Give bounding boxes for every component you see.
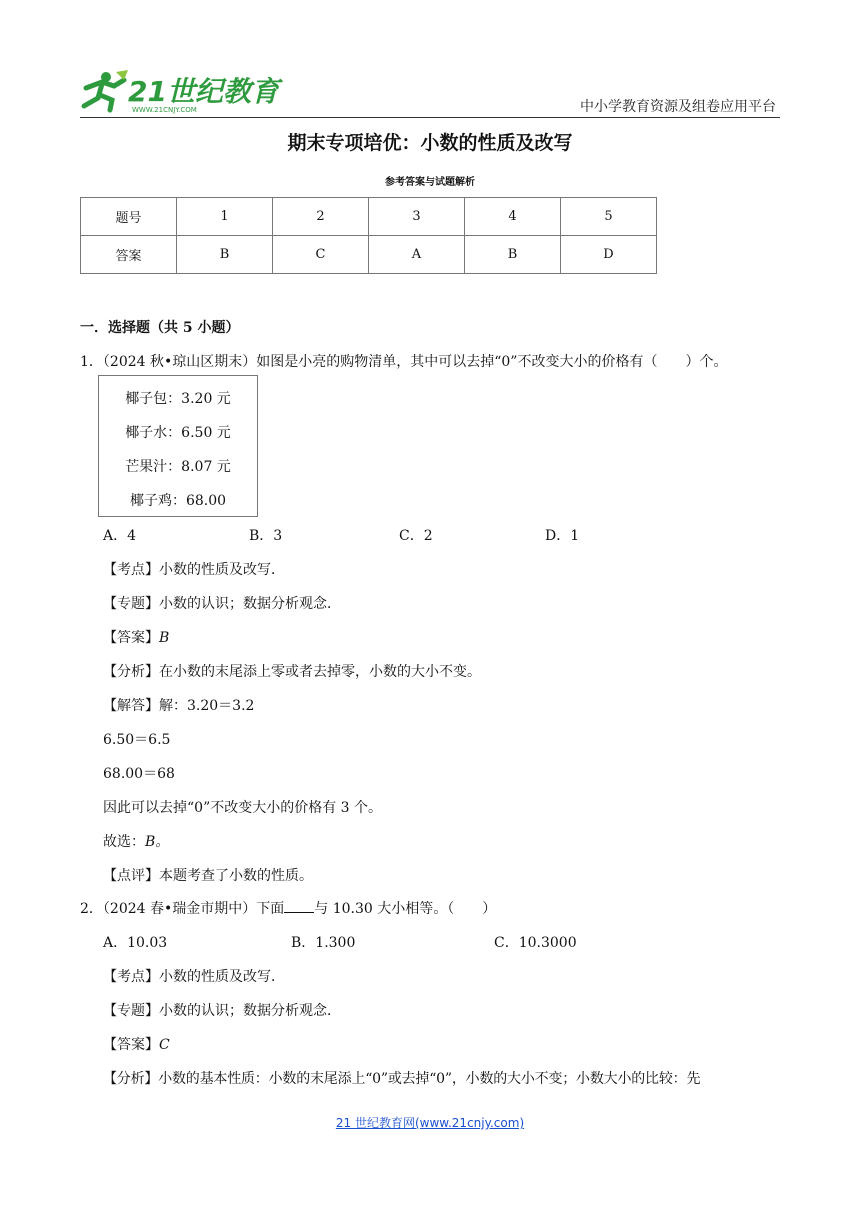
answer-table: [80, 197, 657, 274]
page-title: 期末专项培优：小数的性质及改写: [287, 132, 573, 154]
question-1-stem: 1．（2024 秋•琼山区期末）如图是小亮的购物清单，其中可以去掉“0”不改变大小的价格有（ ）个。: [80, 354, 728, 370]
svg-text:21世纪教育: 21世纪教育: [128, 75, 279, 108]
choice-value: B。: [145, 834, 170, 850]
stem-pre: 2．（2024 春•瑞金市期中）下面: [80, 901, 285, 917]
q1-step: 6.50＝6.5: [103, 732, 171, 748]
brand-logo: [80, 68, 279, 114]
answer-label: 【答案】: [103, 1037, 159, 1053]
q2-kaodian: 【考点】小数的性质及改写．: [103, 969, 285, 985]
svg-text:WWW.21CNJY.COM: WWW.21CNJY.COM: [132, 106, 197, 114]
table-row: [81, 198, 657, 236]
q1-option-b: B．3: [249, 528, 283, 544]
price-item: 椰子水：6.50 元: [125, 425, 231, 441]
answer-blank: [284, 900, 314, 913]
footer: [0, 1114, 860, 1131]
table-cell: B: [465, 236, 561, 274]
page-subtitle: 参考答案与试题解析: [385, 177, 475, 188]
table-cell: A: [369, 236, 465, 274]
price-item: 椰子包：3.20 元: [125, 391, 231, 407]
runner-logo-icon: [80, 68, 279, 114]
table-cell: 5: [561, 198, 657, 236]
q1-zhuanti: 【专题】小数的认识；数据分析观念．: [103, 596, 341, 612]
table-cell: C: [273, 236, 369, 274]
q2-option-a: A．10.03: [103, 935, 168, 951]
q1-dianping: 【点评】本题考查了小数的性质。: [103, 868, 313, 884]
table-cell: 3: [369, 198, 465, 236]
q1-kaodian: 【考点】小数的性质及改写．: [103, 562, 285, 578]
q2-option-c: C．10.3000: [494, 935, 577, 951]
shopping-list-box: [98, 375, 258, 517]
table-cell: 4: [465, 198, 561, 236]
answer-value: C: [159, 1037, 170, 1053]
q1-option-c: C．2: [399, 528, 433, 544]
q2-option-b: B．1.300: [291, 935, 356, 951]
q1-choice: [103, 831, 169, 851]
table-row: [81, 236, 657, 274]
q1-option-d: D．1: [545, 528, 580, 544]
stem-post: 与 10.30 大小相等。（ ）: [314, 901, 497, 917]
q2-answer: [103, 1034, 170, 1054]
table-cell: B: [177, 236, 273, 274]
table-cell: 答案: [81, 236, 177, 274]
footer-link[interactable]: 21 世纪教育网(www.21cnjy.com): [335, 1116, 525, 1130]
table-cell: 2: [273, 198, 369, 236]
q2-zhuanti: 【专题】小数的认识；数据分析观念．: [103, 1003, 341, 1019]
q1-fenxi: 【分析】在小数的末尾添上零或者去掉零，小数的大小不变。: [103, 664, 481, 680]
price-item: 椰子鸡：68.00: [129, 493, 227, 509]
q1-answer: [103, 627, 169, 647]
choice-label: 故选：: [103, 834, 145, 850]
table-cell: D: [561, 236, 657, 274]
question-2-stem: [80, 898, 496, 918]
platform-name: 中小学教育资源及组卷应用平台: [580, 99, 776, 115]
q1-conclusion: 因此可以去掉“0”不改变大小的价格有 3 个。: [103, 800, 383, 816]
table-cell: 题号: [81, 198, 177, 236]
q1-step: 68.00＝68: [103, 766, 175, 782]
q2-fenxi: 【分析】小数的基本性质：小数的末尾添上“0”或去掉“0”，小数的大小不变；小数大小的比较：先: [103, 1071, 701, 1087]
table-cell: 1: [177, 198, 273, 236]
price-item: 芒果汁：8.07 元: [125, 459, 231, 475]
answer-value: B: [159, 630, 170, 646]
answer-label: 【答案】: [103, 630, 159, 646]
header-divider: [80, 117, 780, 118]
q1-jieda: 【解答】解：3.20＝3.2: [103, 698, 255, 714]
q1-option-a: A．4: [103, 528, 137, 544]
section-heading: 一．选择题（共 5 小题）: [80, 320, 240, 336]
